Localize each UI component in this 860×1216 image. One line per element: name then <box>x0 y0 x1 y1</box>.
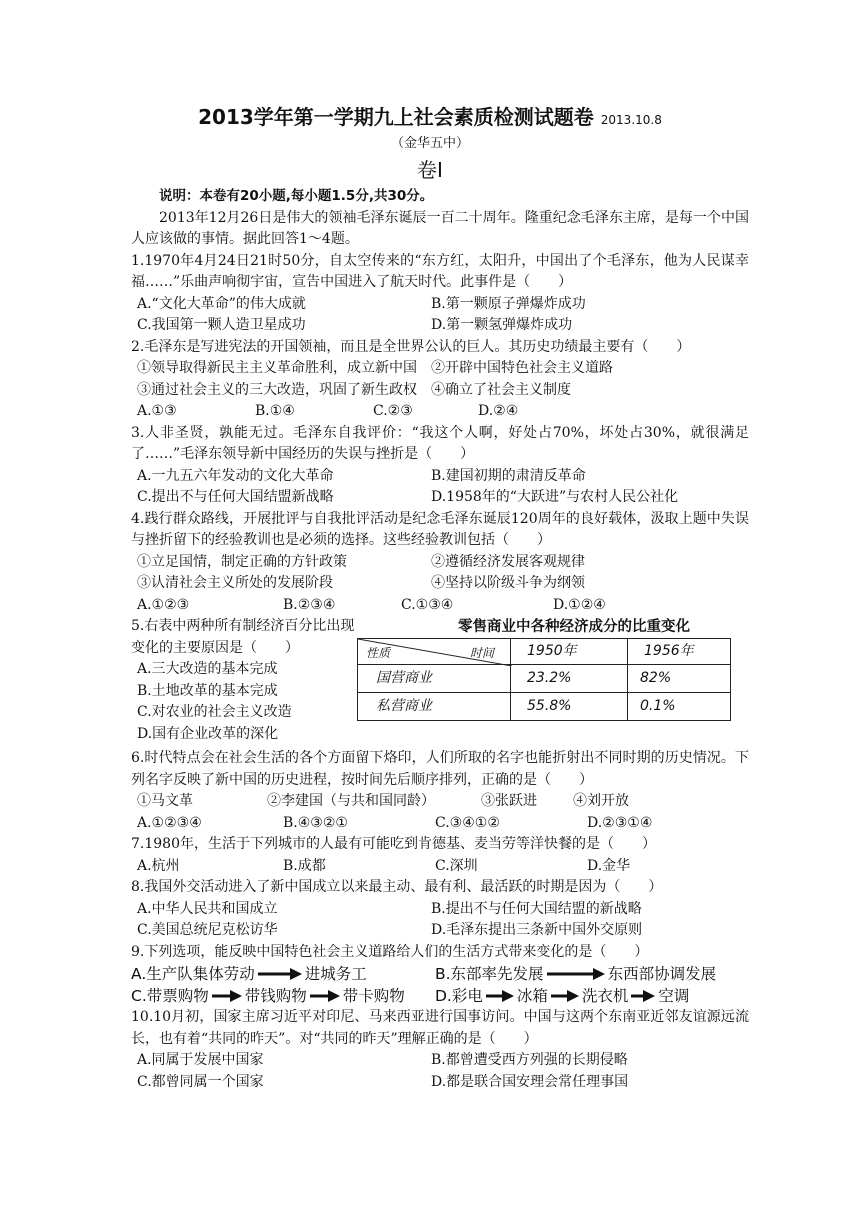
q1-options-row1 <box>131 294 749 316</box>
school-name: （金华五中） <box>390 136 469 151</box>
q5-table-caption: 零售商业中各种经济成分的比重变化 <box>458 619 690 635</box>
q3-option-c[interactable]: C.提出不与任何大国结盟新战略 <box>137 489 334 505</box>
q3-options-row1 <box>131 466 749 488</box>
q9-a-to: 进城务工 <box>304 965 367 983</box>
q9-option-a[interactable] <box>131 963 435 985</box>
q8-stem: 8.我国外交活动进入了新中国成立以来最主动、最有利、最活跃的时期是因为（ ） <box>131 879 663 895</box>
q1-option-d[interactable]: D.第一颗氢弹爆炸成功 <box>431 317 573 333</box>
q7-option-c[interactable]: C.深圳 <box>435 857 478 874</box>
q7-options <box>131 856 749 878</box>
q5-option-c[interactable]: C.对农业的社会主义改造 <box>137 704 292 720</box>
q5-option-a[interactable]: A.三大改造的基本完成 <box>137 661 278 677</box>
q6-option-a[interactable]: A.①②③④ <box>137 814 202 831</box>
q10-options-row1 <box>131 1050 749 1072</box>
q4-item-2: ②遵循经济发展客观规律 <box>431 553 585 570</box>
q9-d-2: 冰箱 <box>516 987 548 1005</box>
state-1956: 82% <box>628 665 731 693</box>
q2-item-4: ④确立了社会主义制度 <box>431 381 571 398</box>
instructions: 说明：本卷有20小题,每小题1.5分,共30分。 <box>159 188 434 204</box>
q9-c-1: C.带票购物 <box>131 987 209 1005</box>
q6-item-2: ②李建国（与共和国同龄） <box>267 793 435 809</box>
q6-option-d[interactable]: D.②③①④ <box>587 814 653 831</box>
header-year-1956: 1956年 <box>628 639 731 665</box>
q9-a-from: A.生产队集体劳动 <box>131 965 255 983</box>
table-row <box>358 693 731 721</box>
q5-stem-line1: 5.右表中两种所有制经济百分比出现 <box>131 618 355 634</box>
q4-stem: 4.践行群众路线，开展批评与自我批评活动是纪念毛泽东诞辰120周年的良好载体，汲取上题中失误与挫折留下的经验教训也是必须的选择。这些经验教训包括（ ） <box>131 510 749 548</box>
q4-option-d[interactable]: D.①②④ <box>553 596 606 613</box>
q10-stem: 10.10月初，国家主席习近平对印尼、马来西亚进行国事访问。中国与这两个东南亚近邻友谊源远流长，也有着“共同的昨天”。对“共同的昨天”理解正确的是（ ） <box>131 1009 749 1047</box>
q2-option-b[interactable]: B.①④ <box>255 403 295 419</box>
table-header-row <box>358 639 731 665</box>
q9-b-from: B.东部率先发展 <box>435 965 544 983</box>
q2-stem: 2.毛泽东是写进宪法的开国领袖，而且是全世界公认的巨人。其历史功绩最主要有（ ） <box>131 338 691 355</box>
exam-body <box>131 186 749 1093</box>
q7-option-a[interactable]: A.杭州 <box>137 857 180 874</box>
q4-options <box>131 595 749 617</box>
arrow-right-icon <box>551 990 579 1002</box>
q4-option-a[interactable]: A.①②③ <box>137 596 190 613</box>
arrow-right-icon <box>310 990 340 1002</box>
table-row <box>358 665 731 693</box>
q6-options <box>131 813 749 835</box>
q10-option-d[interactable]: D.都是联合国安理会常任理事国 <box>431 1073 629 1090</box>
exam-date: 2013.10.8 <box>600 113 662 127</box>
exam-title <box>0 104 860 133</box>
q4-option-c[interactable]: C.①③④ <box>401 596 454 613</box>
q5-stem-line2: 变化的主要原因是（ ） <box>131 639 299 656</box>
intro-passage: 2013年12月26日是伟大的领袖毛泽东诞辰一百二十周年。隆重纪念毛泽东主席，是每一个中国人应该做的事情。据此回答1～4题。 <box>131 209 749 247</box>
q10-option-c[interactable]: C.都曾同属一个国家 <box>137 1073 264 1090</box>
q8-option-b[interactable]: B.提出不与任何大国结盟的新战略 <box>431 900 642 917</box>
q9-option-c[interactable] <box>131 985 435 1007</box>
q5-table <box>357 638 731 721</box>
q1-stem: 1.1970年4月24日21时50分，自太空传来的“东方红，太阳升，中国出了个毛泽东，他为人民谋幸福……”乐曲声响彻宇宙，宣告中国进入了航天时代。此事件是（ ） <box>131 252 749 290</box>
q9-option-b[interactable] <box>435 963 739 985</box>
arrow-right-icon <box>547 968 605 980</box>
q6-items <box>131 791 749 813</box>
q1-option-a[interactable]: A.“文化大革命”的伟大成就 <box>137 295 306 312</box>
q6-option-c[interactable]: C.③④①② <box>435 814 500 831</box>
q9-d-1: D.彩电 <box>435 987 483 1005</box>
q3-option-a[interactable]: A.一九五六年发动的文化大革命 <box>137 467 334 484</box>
q9-option-d[interactable] <box>435 985 739 1007</box>
q5-left <box>131 616 371 745</box>
q8-option-c[interactable]: C.美国总统尼克松访华 <box>137 922 278 938</box>
q9-stem: 9.下列选项，能反映中国特色社会主义道路给人们的生活方式带来变化的是（ ） <box>131 943 649 960</box>
q5-option-d[interactable]: D.国有企业改革的深化 <box>137 725 279 742</box>
q2-option-c[interactable]: C.②③ <box>373 403 413 419</box>
row-label-private: 私营商业 <box>358 693 511 721</box>
arrow-right-icon <box>258 968 302 980</box>
q7-stem: 7.1980年，生活于下列城市的人最有可能吃到肯德基、麦当劳等洋快餐的是（ ） <box>131 836 656 852</box>
q7-option-d[interactable]: D.金华 <box>587 857 631 874</box>
q5-block <box>131 616 749 748</box>
q10-options-row2 <box>131 1072 749 1094</box>
q5-table-wrap <box>363 616 737 721</box>
q8-option-a[interactable]: A.中华人民共和国成立 <box>137 900 278 917</box>
q6-stem: 6.时代特点会在社会生活的各个方面留下烙印，人们所取的名字也能折射出不同时期的历史情况。下列名字反映了新中国的历史进程，按时间先后顺序排列，正确的是（ ） <box>131 750 749 788</box>
q2-items-row2 <box>131 380 749 402</box>
q1-options-row2 <box>131 315 749 337</box>
q10-option-a[interactable]: A.同属于发展中国家 <box>137 1052 264 1068</box>
q4-items-row2 <box>131 573 749 595</box>
q9-c-3: 带卡购物 <box>342 987 405 1005</box>
q10-option-b[interactable]: B.都曾遭受西方列强的长期侵略 <box>431 1052 628 1068</box>
q2-options <box>131 401 749 423</box>
q8-options-row2 <box>131 920 749 942</box>
private-1950: 55.8% <box>511 693 628 721</box>
header-time: 时间 <box>469 646 494 660</box>
q3-options-row2 <box>131 487 749 509</box>
q1-option-b[interactable]: B.第一颗原子弹爆炸成功 <box>431 295 586 312</box>
q2-item-1: ①领导取得新民主主义革命胜利，成立新中国 <box>137 360 417 376</box>
q7-option-b[interactable]: B.成都 <box>283 857 326 874</box>
q5-option-b[interactable]: B.土地改革的基本完成 <box>137 682 278 699</box>
q2-item-2: ②开辟中国特色社会主义道路 <box>431 360 613 376</box>
q4-item-3: ③认清社会主义所处的发展阶段 <box>137 575 333 591</box>
q9-options-row2 <box>131 985 749 1007</box>
q3-stem: 3.人非圣贤，孰能无过。毛泽东自我评价：“我这个人啊，好处占70%，坏处占30%，就很满足了……”毛泽东领导新中国经历的失误与挫折是（ ） <box>131 424 749 462</box>
arrow-right-icon <box>631 990 655 1002</box>
private-1956: 0.1% <box>628 693 731 721</box>
exam-title-text: 2013学年第一学期九上社会素质检测试题卷 <box>198 105 594 129</box>
q2-option-d[interactable]: D.②④ <box>478 403 519 419</box>
row-label-state: 国营商业 <box>358 665 511 693</box>
q6-option-b[interactable]: B.④③②① <box>283 814 348 831</box>
q9-b-to: 东西部协调发展 <box>607 965 717 983</box>
q6-item-4: ④刘开放 <box>573 793 629 809</box>
table-diagonal-header <box>358 639 511 665</box>
q2-item-3: ③通过社会主义的三大改造，巩固了新生政权 <box>137 381 417 398</box>
arrow-right-icon <box>486 990 514 1002</box>
q2-option-a[interactable]: A.①③ <box>137 403 177 419</box>
volume-label: 卷Ⅰ <box>417 158 443 182</box>
q4-option-b[interactable]: B.②③④ <box>283 596 336 613</box>
q4-items-row1 <box>131 552 749 574</box>
q1-option-c[interactable]: C.我国第一颗人造卫星成功 <box>137 317 306 333</box>
header-year-1950: 1950年 <box>511 639 628 665</box>
q3-option-d[interactable]: D.1958年的“大跃进”与农村人民公社化 <box>431 489 679 505</box>
q9-options-row1 <box>131 963 749 985</box>
q3-option-b[interactable]: B.建国初期的肃清反革命 <box>431 467 586 484</box>
header-property: 性质 <box>366 646 391 660</box>
state-1950: 23.2% <box>511 665 628 693</box>
q9-d-4: 空调 <box>658 987 690 1005</box>
q8-options-row1 <box>131 899 749 921</box>
q6-item-3: ③张跃进 <box>481 793 537 809</box>
q9-d-3: 洗衣机 <box>581 987 629 1005</box>
q4-item-4: ④坚持以阶级斗争为纲领 <box>431 575 585 591</box>
q9-c-2: 带钱购物 <box>244 987 307 1005</box>
arrow-right-icon <box>212 990 242 1002</box>
q6-item-1: ①马文革 <box>137 793 193 809</box>
q2-items-row1 <box>131 358 749 380</box>
q8-option-d[interactable]: D.毛泽东提出三条新中国外交原则 <box>431 922 643 938</box>
q4-item-1: ①立足国情，制定正确的方针政策 <box>137 553 347 570</box>
